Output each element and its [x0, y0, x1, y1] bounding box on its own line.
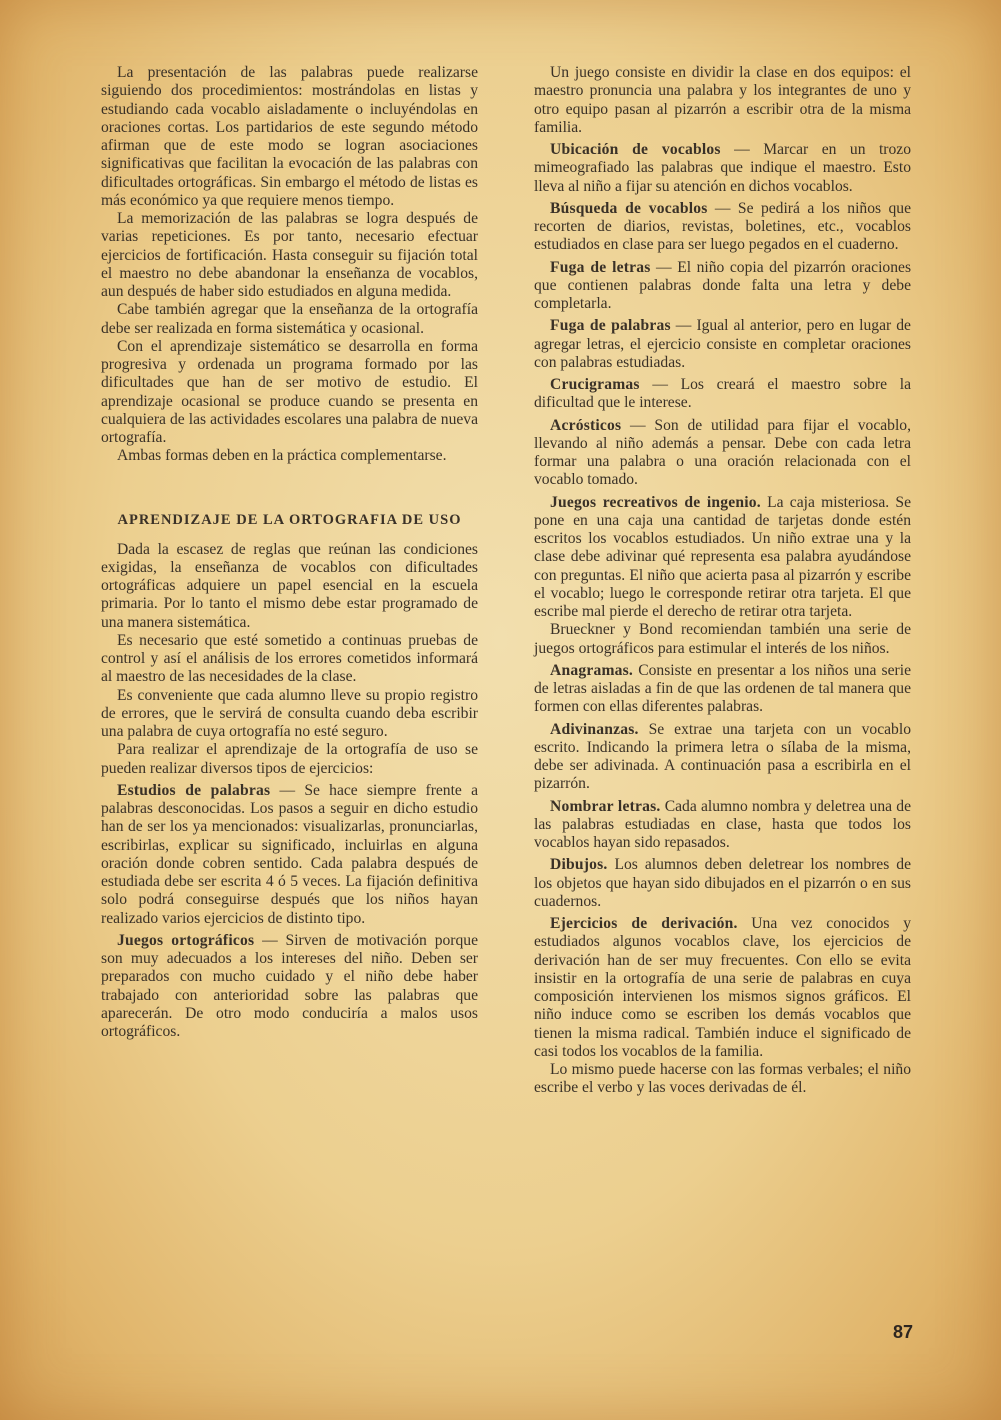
- exercise-term: Ejercicios de derivación.: [550, 915, 738, 932]
- page-number: 87: [893, 1322, 914, 1342]
- exercise-term: Ubicación de vocablos: [550, 141, 721, 158]
- exercise-juegos: [101, 932, 478, 1042]
- exercise-text: Cada alumno nombra y deletrea una de las palabras estudiadas en clase, hasta que todos los vocablos hayan sido repasados.: [534, 797, 912, 851]
- exercise-term: Juegos recreativos de ingenio.: [550, 493, 761, 511]
- paragraph: La memorización de las palabras se logra después de varias repeticiones. Es por tanto, necesario efectuar ejercicios de fortificación. Hasta conseguir su fijación total el maestro no debe abandonar la enseñanza de vocablos, aun después de haber sido estudiados en alguna medida.: [101, 210, 478, 300]
- paragraph: La presentación de las palabras puede realizarse siguiendo dos procedimientos: mostrándolas en listas y estudiando cada vocablo aisladamente o incluyéndolas en oraciones cortas. Los partidarios de este segundo método afirman que de este modo se logran asociaciones significativas que facilitan la evocación de las palabras con dificultades ortográficas. Sin embargo el método de listas es más económico ya que requiere menos tiempo.: [101, 64, 478, 209]
- exercise-text: — El niño copia del pizarrón oraciones que contienen palabras donde falta una letra y debe completarla.: [534, 258, 912, 312]
- exercise-term: Acrósticos: [550, 416, 622, 434]
- exercise-anagramas: [534, 662, 911, 717]
- exercise-term: Juegos ortográficos: [117, 931, 255, 949]
- exercise-text: — Igual al anterior, pero en lugar de agregar letras, el ejercicio consiste en completar oraciones con palabras estudiadas.: [534, 317, 911, 371]
- exercise-term: Búsqueda de vocablos: [550, 199, 708, 217]
- exercise-text: Consiste en presentar a los niños una serie de letras aisladas a fin de que las ordenen de tal manera que formen con ellas diferentes palabras.: [534, 661, 911, 716]
- exercise-term: Anagramas.: [550, 661, 633, 679]
- exercise-busqueda: [534, 200, 911, 255]
- exercise-adivinanzas: [534, 721, 911, 794]
- paragraph: Cabe también agregar que la enseñanza de la ortografía debe ser realizada en forma sistemática y ocasional.: [101, 301, 478, 337]
- paragraph: Lo mismo puede hacerse con las formas verbales; el niño escribe el verbo y las voces derivadas de él.: [534, 1061, 911, 1097]
- exercise-fuga-palabras: [534, 317, 911, 372]
- exercise-ubicacion: [534, 141, 911, 196]
- exercise-acrosticos: [534, 417, 911, 490]
- exercise-term: Estudios de palabras: [117, 781, 271, 799]
- right-column: [534, 64, 911, 1098]
- paragraph: Es conveniente que cada alumno lleve su propio registro de errores, que le servirá de consulta cuando deba escribir una palabra de cuya ortografía no esté seguro.: [101, 686, 478, 740]
- paragraph: Ambas formas deben en la práctica complementarse.: [117, 447, 447, 465]
- paragraph: Un juego consiste en dividir la clase en dos equipos: el maestro pronuncia una palabra y los integrantes de uno y otro equipo pasan al pizarrón a escribir otra de la misma familia.: [534, 64, 911, 136]
- paragraph: Dada la escasez de reglas que reúnan las condiciones exigidas, la enseñanza de vocablos con dificultades ortográficas adquiere un papel esencial en la escuela primaria. Por lo tanto el mismo debe estar programado de una manera sistemática.: [101, 540, 478, 631]
- paragraph: Para realizar el aprendizaje de la ortografía de uso se pueden realizar diversos tipos de ejercicios:: [101, 741, 478, 777]
- exercise-estudios: [101, 782, 478, 928]
- exercise-text: La caja misteriosa. Se pone en una caja una cantidad de tarjetas donde estén escritos los vocablos estudiados. Un niño extrae una y la clase debe adivinar qué representa esa palabra ayudándose con preguntas. El niño que acierta pasa al pizarrón y escribe el vocablo; luego le corresponde retirar otra tarjeta. El que escribe mal pierde el derecho de retirar otra tarjeta.: [534, 493, 911, 620]
- paragraph: Con el aprendizaje sistemático se desarrolla en forma progresiva y ordenada un programa formado por las dificultades que han de ser motivo de estudio. El aprendizaje ocasional se produce cuando se presenta en cualquiera de las actividades escolares una palabra de nueva ortografía.: [101, 337, 478, 446]
- exercise-term: Nombrar letras.: [550, 797, 661, 815]
- exercise-fuga-letras: [534, 259, 911, 314]
- exercise-text: Una vez conocidos y estudiados algunos vocablos clave, los ejercicios de derivación han de ser muy frecuentes. Con ello se evita insistir en la ortografía de una serie de palabras en cuya composición intervienen los mismos signos gráficos. El niño induce como se escriben los demás vocablos que tienen la misma radical. También induce el significado de casi todos los vocablos de la familia.: [534, 915, 911, 1060]
- exercise-crucigramas: [534, 376, 911, 413]
- exercise-dibujos: [534, 856, 911, 911]
- exercise-text: — Marcar en un trozo mimeografiado las palabras que indique el maestro. Esto lleva al niño a fijar su atención en dichos vocablos.: [534, 141, 912, 195]
- exercise-text: — Son de utilidad para fijar el vocablo, llevando al niño además a pensar. Debe con cada letra formar una palabra o una oración relacionada con el vocablo tomado.: [534, 416, 911, 489]
- exercise-text: — Sirven de motivación porque son muy adecuados a los intereses del niño. Deben ser preparados con mucho cuidado y el niño debe haber trabajado con anterioridad sobre las palabras que aparecerán. De otro modo conduciría a malos usos ortográficos.: [101, 931, 478, 1040]
- exercise-term: Fuga de letras: [550, 258, 651, 276]
- exercise-text: — Se pedirá a los niños que recorten de diarios, revistas, boletines, etc., vocablos estudiados en clase para ser luego pegados en el cuaderno.: [534, 199, 911, 254]
- paragraph: Es necesario que esté sometido a continuas pruebas de control y así el análisis de los errores cometidos informará al maestro de las necesidades de la clase.: [101, 631, 478, 686]
- exercise-text: Se extrae una tarjeta con un vocablo escrito. Indicando la primera letra o sílaba de la misma, debe ser adivinada. A continuación pasa a escribirla en el pizarrón.: [534, 720, 911, 793]
- exercise-term: Dibujos.: [550, 856, 608, 874]
- exercise-text: — Los creará el maestro sobre la dificultad que le interese.: [534, 376, 911, 412]
- exercise-text: — Se hace siempre frente a palabras desconocidas. Los pasos a seguir en dicho estudio han de ser los ya mencionados: visualizarlas, pronunciarlas, escribirlas, explicar su significado, incluirlas en alguna oración donde cobren sentido. Cada palabra después de estudiada debe ser escrita 4 ó 5 veces. La fijación definitiva solo podrá conseguirse después que los niños hayan realizado varios ejercicios de distinto tipo.: [101, 781, 478, 927]
- section-heading: APRENDIZAJE DE LA ORTOGRAFIA DE USO: [117, 511, 462, 528]
- paragraph: Brueckner y Bond recomiendan también una serie de juegos ortográficos para estimular el interés de los niños.: [534, 621, 911, 657]
- exercise-derivacion: [534, 915, 911, 1061]
- exercise-term: Adivinanzas.: [550, 720, 639, 738]
- exercise-juegos-ingenio: [534, 494, 911, 622]
- exercise-text: Los alumnos deben deletrear los nombres de los objetos que hayan sido dibujados en el pizarrón o en sus cuadernos.: [534, 856, 911, 910]
- exercise-term: Fuga de palabras: [550, 317, 671, 335]
- exercise-term: Crucigramas: [550, 376, 640, 393]
- exercise-nombrar: [534, 798, 911, 853]
- left-column: [101, 64, 478, 1041]
